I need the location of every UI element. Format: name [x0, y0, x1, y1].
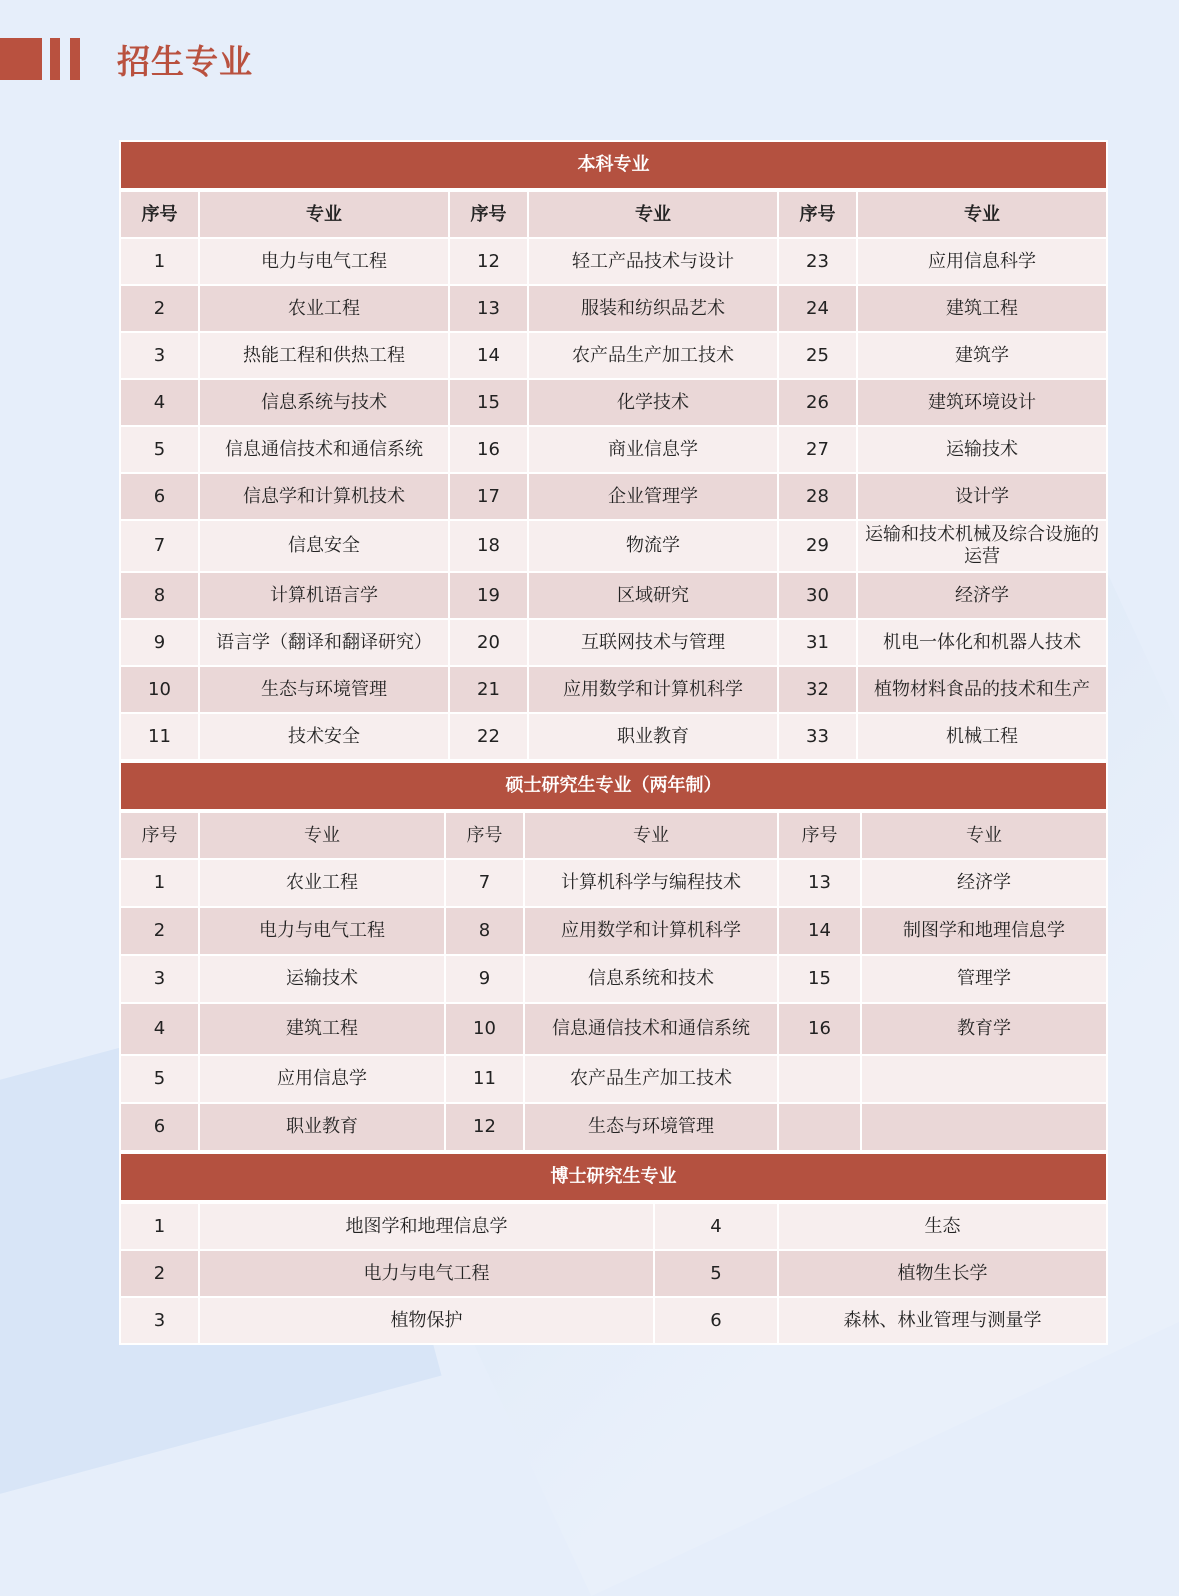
major-name: 经济学 — [861, 859, 1107, 907]
major-name: 建筑工程 — [857, 285, 1107, 332]
table-row — [120, 955, 1107, 1003]
doctor-title: 博士研究生专业 — [120, 1153, 1107, 1202]
table-row — [120, 1003, 1107, 1055]
major-name: 服装和纺织品艺术 — [528, 285, 778, 332]
major-name: 轻工产品技术与设计 — [528, 238, 778, 285]
table-row — [120, 572, 1107, 619]
major-name: 计算机科学与编程技术 — [524, 859, 778, 907]
table-row — [120, 619, 1107, 666]
row-number: 4 — [120, 1003, 199, 1055]
row-number: 20 — [449, 619, 528, 666]
row-number: 5 — [120, 1055, 199, 1103]
major-name: 森林、林业管理与测量学 — [778, 1297, 1107, 1344]
row-number: 14 — [778, 907, 861, 955]
major-name: 信息通信技术和通信系统 — [199, 426, 449, 473]
table-row — [120, 713, 1107, 760]
row-number: 25 — [778, 332, 857, 379]
row-number: 13 — [778, 859, 861, 907]
major-name: 农业工程 — [199, 859, 445, 907]
major-name: 植物保护 — [199, 1297, 654, 1344]
major-name: 运输和技术机械及综合设施的运营 — [857, 520, 1107, 572]
major-name: 建筑环境设计 — [857, 379, 1107, 426]
section-title-row — [120, 762, 1107, 811]
major-name: 农产品生产加工技术 — [524, 1055, 778, 1103]
row-number: 1 — [120, 1202, 199, 1250]
row-number: 13 — [449, 285, 528, 332]
table-row — [120, 379, 1107, 426]
doctor-body — [120, 1202, 1107, 1344]
row-number: 31 — [778, 619, 857, 666]
major-name: 电力与电气工程 — [199, 907, 445, 955]
row-number: 16 — [449, 426, 528, 473]
table-row — [120, 666, 1107, 713]
row-number: 17 — [449, 473, 528, 520]
col-header-no: 序号 — [445, 811, 524, 859]
major-name: 机电一体化和机器人技术 — [857, 619, 1107, 666]
row-number: 1 — [120, 238, 199, 285]
row-number: 6 — [120, 1103, 199, 1151]
major-name: 生态与环境管理 — [199, 666, 449, 713]
major-name: 电力与电气工程 — [199, 238, 449, 285]
row-number: 6 — [120, 473, 199, 520]
table-row — [120, 426, 1107, 473]
row-number: 26 — [778, 379, 857, 426]
row-number: 4 — [120, 379, 199, 426]
major-name: 管理学 — [861, 955, 1107, 1003]
col-header-no: 序号 — [120, 811, 199, 859]
master-body — [120, 859, 1107, 1151]
page-title: 招生专业 — [117, 42, 253, 81]
header-accent-bar — [50, 38, 60, 80]
major-name: 应用数学和计算机科学 — [528, 666, 778, 713]
row-number: 2 — [120, 907, 199, 955]
col-header-major: 专业 — [861, 811, 1107, 859]
table-row — [120, 285, 1107, 332]
major-name: 应用信息学 — [199, 1055, 445, 1103]
row-number: 28 — [778, 473, 857, 520]
major-name: 植物材料食品的技术和生产 — [857, 666, 1107, 713]
row-number: 15 — [778, 955, 861, 1003]
row-number: 23 — [778, 238, 857, 285]
row-number: 3 — [120, 332, 199, 379]
master-table — [119, 761, 1108, 1152]
col-header-major: 专业 — [199, 190, 449, 238]
row-number: 11 — [445, 1055, 524, 1103]
major-name: 教育学 — [861, 1003, 1107, 1055]
row-number: 8 — [445, 907, 524, 955]
undergrad-title: 本科专业 — [120, 141, 1107, 190]
table-row — [120, 332, 1107, 379]
major-name: 职业教育 — [199, 1103, 445, 1151]
row-number: 1 — [120, 859, 199, 907]
col-header-no: 序号 — [778, 811, 861, 859]
col-header-no: 序号 — [120, 190, 199, 238]
section-title-row — [120, 141, 1107, 190]
row-number: 11 — [120, 713, 199, 760]
row-number: 12 — [449, 238, 528, 285]
table-row — [120, 859, 1107, 907]
row-number: 18 — [449, 520, 528, 572]
section-title-row — [120, 1153, 1107, 1202]
major-name: 运输技术 — [857, 426, 1107, 473]
row-number: 30 — [778, 572, 857, 619]
col-header-major: 专业 — [524, 811, 778, 859]
major-name: 机械工程 — [857, 713, 1107, 760]
row-number: 10 — [445, 1003, 524, 1055]
row-number: 15 — [449, 379, 528, 426]
major-name: 信息系统与技术 — [199, 379, 449, 426]
major-name: 农产品生产加工技术 — [528, 332, 778, 379]
col-header-major: 专业 — [199, 811, 445, 859]
table-row — [120, 1250, 1107, 1297]
undergrad-body — [120, 238, 1107, 760]
major-name: 技术安全 — [199, 713, 449, 760]
major-name: 信息系统和技术 — [524, 955, 778, 1003]
undergrad-table — [119, 140, 1108, 761]
major-name: 互联网技术与管理 — [528, 619, 778, 666]
row-number: 10 — [120, 666, 199, 713]
table-header-row — [120, 190, 1107, 238]
major-name: 植物生长学 — [778, 1250, 1107, 1297]
row-number: 14 — [449, 332, 528, 379]
table-row — [120, 1202, 1107, 1250]
majors-panel — [119, 140, 1106, 1345]
row-number: 3 — [120, 1297, 199, 1344]
major-name: 建筑学 — [857, 332, 1107, 379]
major-name: 化学技术 — [528, 379, 778, 426]
row-number: 24 — [778, 285, 857, 332]
row-number: 2 — [120, 1250, 199, 1297]
row-number: 9 — [445, 955, 524, 1003]
major-name: 电力与电气工程 — [199, 1250, 654, 1297]
row-number: 29 — [778, 520, 857, 572]
row-number: 33 — [778, 713, 857, 760]
major-name: 地图学和地理信息学 — [199, 1202, 654, 1250]
major-name: 设计学 — [857, 473, 1107, 520]
table-header-row — [120, 811, 1107, 859]
major-name: 热能工程和供热工程 — [199, 332, 449, 379]
table-row — [120, 1103, 1107, 1151]
major-name: 农业工程 — [199, 285, 449, 332]
major-name: 物流学 — [528, 520, 778, 572]
major-name: 计算机语言学 — [199, 572, 449, 619]
row-number: 5 — [654, 1250, 778, 1297]
major-name: 职业教育 — [528, 713, 778, 760]
major-name: 信息安全 — [199, 520, 449, 572]
row-number: 16 — [778, 1003, 861, 1055]
master-title: 硕士研究生专业（两年制） — [120, 762, 1107, 811]
row-number: 32 — [778, 666, 857, 713]
col-header-no: 序号 — [449, 190, 528, 238]
major-name: 区域研究 — [528, 572, 778, 619]
major-name: 运输技术 — [199, 955, 445, 1003]
major-name — [861, 1103, 1107, 1151]
row-number: 22 — [449, 713, 528, 760]
col-header-major: 专业 — [528, 190, 778, 238]
row-number — [778, 1103, 861, 1151]
row-number: 6 — [654, 1297, 778, 1344]
row-number: 8 — [120, 572, 199, 619]
major-name — [861, 1055, 1107, 1103]
major-name: 应用数学和计算机科学 — [524, 907, 778, 955]
table-row — [120, 520, 1107, 572]
table-row — [120, 473, 1107, 520]
row-number: 9 — [120, 619, 199, 666]
major-name: 生态 — [778, 1202, 1107, 1250]
major-name: 语言学（翻译和翻译研究） — [199, 619, 449, 666]
header-accent-bar — [0, 38, 42, 80]
major-name: 生态与环境管理 — [524, 1103, 778, 1151]
row-number: 19 — [449, 572, 528, 619]
major-name: 经济学 — [857, 572, 1107, 619]
table-row — [120, 238, 1107, 285]
major-name: 制图学和地理信息学 — [861, 907, 1107, 955]
row-number: 7 — [445, 859, 524, 907]
table-row — [120, 1055, 1107, 1103]
row-number: 7 — [120, 520, 199, 572]
col-header-major: 专业 — [857, 190, 1107, 238]
major-name: 信息通信技术和通信系统 — [524, 1003, 778, 1055]
table-row — [120, 907, 1107, 955]
major-name: 商业信息学 — [528, 426, 778, 473]
header-accent-bar — [70, 38, 80, 80]
row-number: 5 — [120, 426, 199, 473]
major-name: 应用信息科学 — [857, 238, 1107, 285]
major-name: 企业管理学 — [528, 473, 778, 520]
table-row — [120, 1297, 1107, 1344]
major-name: 建筑工程 — [199, 1003, 445, 1055]
row-number: 3 — [120, 955, 199, 1003]
row-number — [778, 1055, 861, 1103]
doctor-table — [119, 1152, 1108, 1345]
major-name: 信息学和计算机技术 — [199, 473, 449, 520]
row-number: 27 — [778, 426, 857, 473]
col-header-no: 序号 — [778, 190, 857, 238]
row-number: 12 — [445, 1103, 524, 1151]
row-number: 4 — [654, 1202, 778, 1250]
row-number: 2 — [120, 285, 199, 332]
row-number: 21 — [449, 666, 528, 713]
